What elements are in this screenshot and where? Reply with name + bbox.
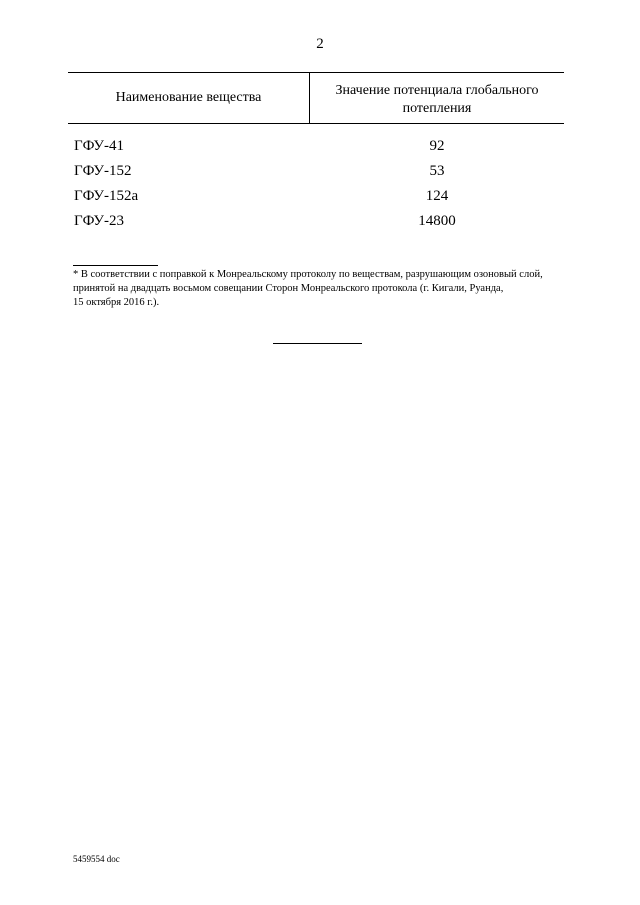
substance-name: ГФУ-41 <box>74 138 124 154</box>
table-row <box>68 163 564 188</box>
substance-name: ГФУ-23 <box>74 213 124 229</box>
footnote <box>73 268 564 310</box>
header-gwp-value <box>310 82 564 118</box>
header-gwp-value-line2: потепления <box>402 101 472 116</box>
gwp-value: 124 <box>425 188 449 204</box>
header-gwp-value-line1: Значение потенциала глобального <box>335 83 539 98</box>
table-header-row <box>68 72 564 124</box>
page-number: 2 <box>316 36 324 52</box>
gwp-table-header <box>68 72 564 124</box>
footnote-line: принятой на двадцать восьмом совещании Сторон Монреальского протокола (г. Кигали, Руанда, <box>73 283 504 294</box>
footnote-line: * В соответствии с поправкой к Монреальскому протоколу по веществам, разрушающим озоновый слой, <box>73 269 543 280</box>
end-of-document-rule <box>273 343 362 344</box>
gwp-value: 92 <box>429 138 445 154</box>
footnote-line: 15 октября 2016 г.). <box>73 297 160 308</box>
document-id: 5459554 doc <box>73 854 120 864</box>
gwp-value: 53 <box>429 163 445 179</box>
footnote-separator <box>73 265 158 266</box>
table-body <box>68 138 564 238</box>
substance-name: ГФУ-152а <box>74 188 139 204</box>
table-row <box>68 188 564 213</box>
substance-name: ГФУ-152 <box>74 163 132 179</box>
header-substance-name: Наименование вещества <box>115 90 262 105</box>
table-row <box>68 213 564 238</box>
gwp-value: 14800 <box>418 213 456 229</box>
table-row <box>68 138 564 163</box>
